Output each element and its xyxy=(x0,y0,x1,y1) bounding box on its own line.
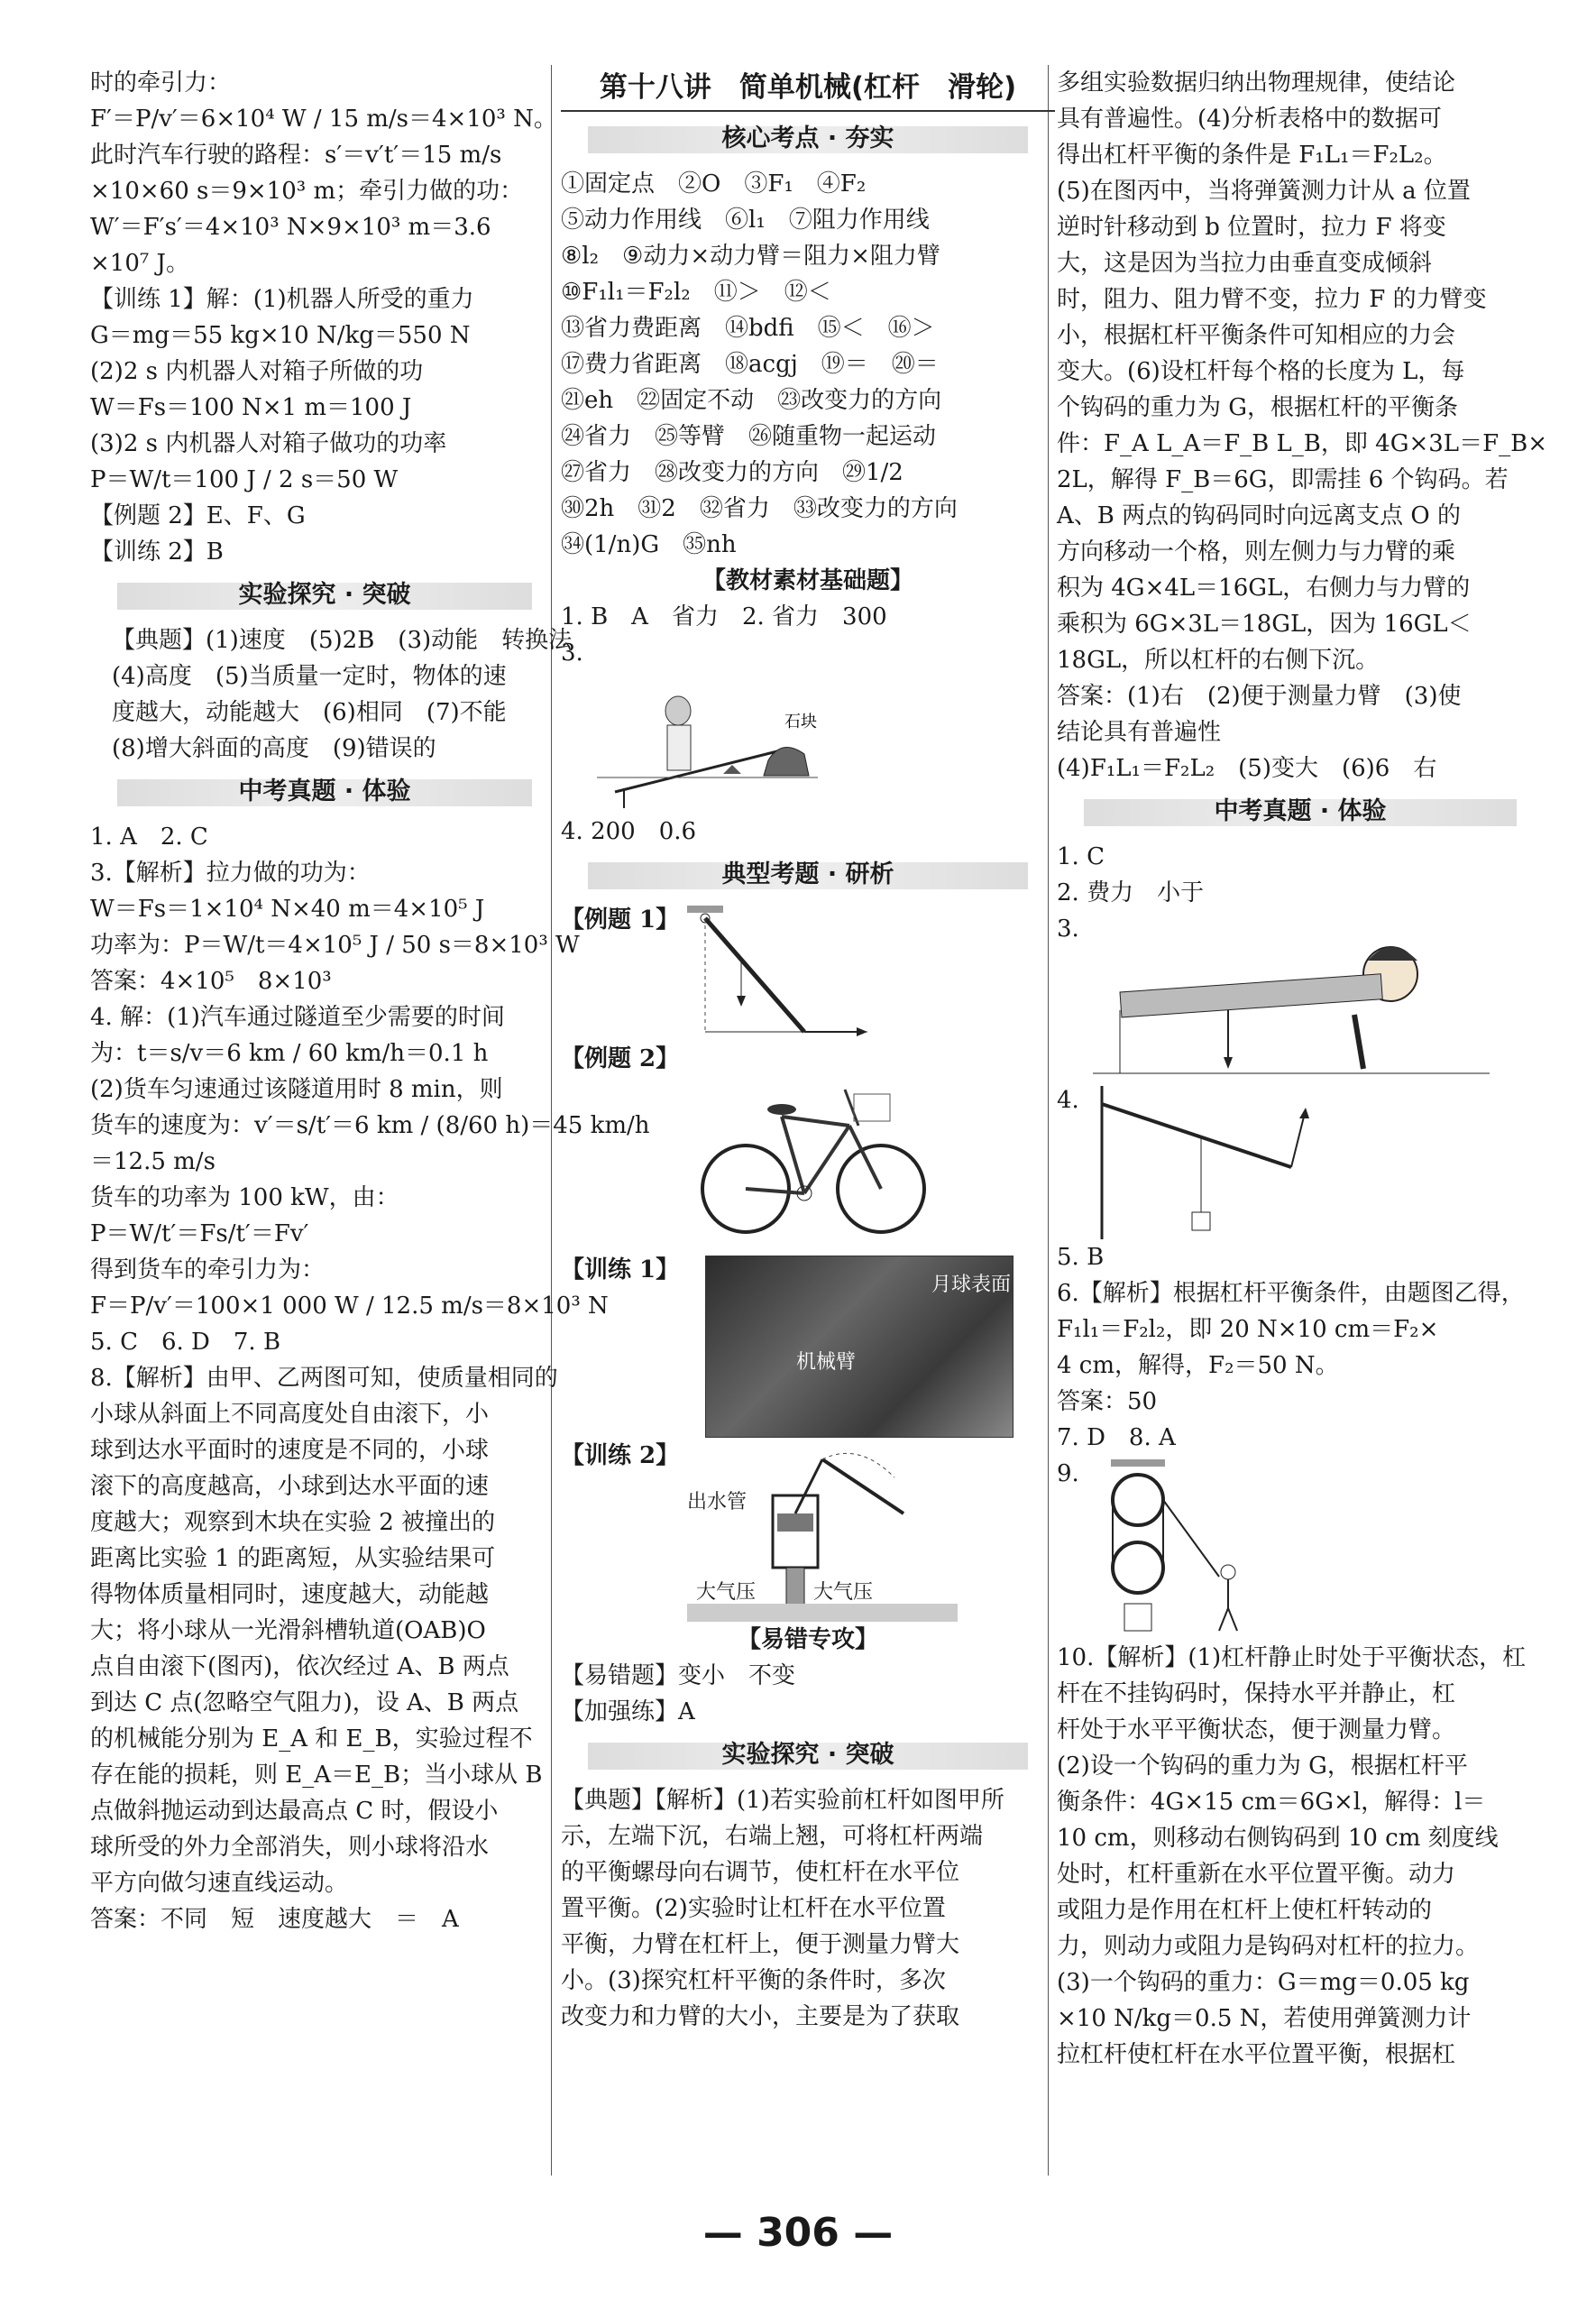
text-line: 10 cm，则移动右侧钩码到 10 cm 刻度线 xyxy=(1057,1825,1499,1852)
text-line: 到达 C 点(忽略空气阻力)，设 A、B 两点 xyxy=(90,1689,519,1716)
text-line: 【典题】(1)速度 (5)2B (3)动能 转换法 xyxy=(112,627,573,654)
text-line: 得物体质量相同时，速度越大，动能越 xyxy=(90,1581,490,1608)
text-line: 5. B xyxy=(1057,1244,1105,1271)
text-line: 8.【解析】由甲、乙两图可知，使质量相同的 xyxy=(90,1365,558,1392)
text-line: 的机械能分别为 E_A 和 E_B，实验过程不 xyxy=(90,1725,533,1753)
basic-line: 4. 200 0.6 xyxy=(561,818,697,845)
text-line: ㉗省力 ㉘改变力的方向 ㉙1/2 xyxy=(561,459,903,486)
figure-moon-photo xyxy=(705,1256,1014,1438)
text-line: 度越大，动能越大 (6)相同 (7)不能 xyxy=(112,699,507,726)
text-line: 答案：(1)右 (2)便于测量力臂 (3)使 xyxy=(1057,683,1462,710)
error-line: 【加强练】A xyxy=(561,1698,695,1725)
text-line: 球所受的外力全部消失，则小球将沿水 xyxy=(90,1834,490,1861)
text-line: 变大。(6)设杠杆每个格的长度为 L，每 xyxy=(1057,358,1465,385)
text-line: 平方向做匀速直线运动。 xyxy=(90,1870,349,1897)
text-line: P＝W/t＝100 J / 2 s＝50 W xyxy=(90,466,399,493)
atm-left-label: 大气压 xyxy=(696,1581,757,1604)
text-line: 具有普遍性。(4)分析表格中的数据可 xyxy=(1057,106,1442,133)
basic-line: 3. xyxy=(561,639,583,667)
figure-pump xyxy=(687,1441,1055,1622)
text-line: (2)设一个钩码的重力为 G，根据杠杆平 xyxy=(1057,1753,1468,1780)
exam-answers xyxy=(1057,839,1544,947)
text-line: G＝mg＝55 kg×10 N/kg＝550 N xyxy=(90,322,471,349)
text-line: 货车的速度为：v′＝s/t′＝6 km / (8/60 h)＝45 km/h xyxy=(90,1112,650,1139)
text-line: 9. xyxy=(1057,1460,1079,1487)
text-line: 大；将小球从一光滑斜槽轨道(OAB)O xyxy=(90,1617,486,1644)
text-line: W＝Fs＝100 N×1 m＝100 J xyxy=(90,394,412,421)
text-line: 6.【解析】根据杠杆平衡条件，由题图乙得， xyxy=(1057,1280,1525,1307)
text-line: 示，左端下沉，右端上翘，可将杠杆两端 xyxy=(561,1823,984,1850)
experiment-answers xyxy=(561,1782,1055,2035)
section-header-typical: 典型考题 · 研析 xyxy=(561,857,1055,893)
pipe-label: 出水管 xyxy=(687,1491,748,1513)
text-line: 杆处于水平平衡状态，便于测量力臂。 xyxy=(1057,1716,1456,1743)
text-line: 此时汽车行驶的路程：s′＝v′t′＝15 m/s xyxy=(90,142,502,169)
text-line: ㉑eh ㉒固定不动 ㉓改变力的方向 xyxy=(561,387,942,414)
text-line: 时的牵引力： xyxy=(90,69,232,97)
text-line: 多组实验数据归纳出物理规律，使结论 xyxy=(1057,69,1456,97)
text-line: 【例题 2】E、F、G xyxy=(90,502,306,529)
text-line: 小球从斜面上不同高度处自由滚下，小 xyxy=(90,1401,490,1428)
text-line: ㉚2h ㉛2 ㉜省力 ㉝改变力的方向 xyxy=(561,495,958,522)
figure-bicycle xyxy=(696,1044,1055,1252)
text-line: 18GL，所以杠杆的右侧下沉。 xyxy=(1057,647,1380,674)
figure-pushup xyxy=(1093,938,1544,1082)
left-text-block xyxy=(90,65,559,570)
text-line: 积为 4G×4L＝16GL，右侧力与力臂的 xyxy=(1057,575,1471,602)
text-line: 距离比实验 1 的距离短，从实验结果可 xyxy=(90,1545,496,1572)
experiment-answers xyxy=(90,622,573,767)
text-line: 答案：50 xyxy=(1057,1388,1158,1415)
figure-lever-stone xyxy=(597,675,1055,810)
text-line: ⑧l₂ ⑨动力×动力臂＝阻力×阻力臂 xyxy=(561,243,940,270)
text-line: ×10⁷ J。 xyxy=(90,250,189,277)
text-line: 点自由滚下(图丙)，依次经过 A、B 两点 xyxy=(90,1653,509,1680)
text-line: ⑩F₁l₁＝F₂l₂ ⑪＞ ⑫＜ xyxy=(561,279,831,306)
lecture-title: 第十八讲 简单机械(杠杆 滑轮) xyxy=(561,65,1055,112)
text-line: 置平衡。(2)实验时让杠杆在水平位置 xyxy=(561,1895,946,1922)
text-line: ㉞(1/n)G ㉟nh xyxy=(561,531,737,558)
section-header-experiment: 实验探究 · 突破 xyxy=(90,577,559,613)
text-line: (2)2 s 内机器人对箱子所做的功 xyxy=(90,358,424,385)
text-line: 逆时针移动到 b 位置时，拉力 F 将变 xyxy=(1057,214,1446,241)
text-line: (8)增大斜面的高度 (9)错误的 xyxy=(112,735,436,762)
text-line: 3.【解析】拉力做的功为： xyxy=(90,860,371,887)
text-line: 滚下的高度越高，小球到达水平面的速 xyxy=(90,1473,490,1500)
text-line: 力，则动力或阻力是钩码对杠杆的拉力。 xyxy=(1057,1933,1480,1960)
text-line: 杆在不挂钩码时，保持水平并静止，杠 xyxy=(1057,1680,1456,1707)
text-line: 2. 费力 小于 xyxy=(1057,879,1205,906)
example-1-label: 【例题 1】 xyxy=(561,906,680,934)
text-line: 得出杠杆平衡的条件是 F₁L₁＝F₂L₂。 xyxy=(1057,142,1447,169)
text-line: 2L，解得 F_B＝6G，即需挂 6 个钩码。若 xyxy=(1057,466,1509,493)
text-line: ⑤动力作用线 ⑥l₁ ⑦阻力作用线 xyxy=(561,207,930,234)
text-line: 10.【解析】(1)杠杆静止时处于平衡状态，杠 xyxy=(1057,1644,1527,1671)
text-line: (3)2 s 内机器人对箱子做功的功率 xyxy=(90,430,447,457)
text-line: 球到达水平面时的速度是不同的，小球 xyxy=(90,1437,490,1464)
text-line: 得到货车的牵引力为： xyxy=(90,1256,326,1283)
text-line: ×10 N/kg＝0.5 N，若使用弹簧测力计 xyxy=(1057,2005,1472,2032)
atm-right-label: 大气压 xyxy=(813,1581,874,1604)
stone-label: 石块 xyxy=(784,713,817,731)
text-line: 功率为：P＝W/t＝4×10⁵ J / 50 s＝8×10³ W xyxy=(90,932,580,959)
text-line: 或阻力是作用在杠杆上使杠杆转动的 xyxy=(1057,1897,1433,1924)
core-points xyxy=(561,166,1055,563)
arm-label: 机械臂 xyxy=(796,1351,857,1374)
text-line: 1. A 2. C xyxy=(90,823,208,851)
sub-header-error: 【易错专攻】 xyxy=(737,1626,878,1653)
text-line: 4. xyxy=(1057,1087,1079,1114)
text-line: ＝12.5 m/s xyxy=(90,1148,216,1175)
text-line: 【训练 2】B xyxy=(90,538,224,566)
text-line: P＝W/t′＝Fs/t′＝Fv′ xyxy=(90,1220,309,1247)
text-line: 结论具有普遍性 xyxy=(1057,719,1222,746)
text-line: 为：t＝s/v＝6 km / 60 km/h＝0.1 h xyxy=(90,1040,489,1067)
text-line: 度越大；观察到木块在实验 2 被撞出的 xyxy=(90,1509,496,1536)
section-header-exam: 中考真题 · 体验 xyxy=(1057,794,1544,830)
training-2-label: 【训练 2】 xyxy=(561,1442,680,1469)
text-line: (4)F₁L₁＝F₂L₂ (5)变大 (6)6 右 xyxy=(1057,755,1437,782)
text-line: 件：F_A L_A＝F_B L_B，即 4G×3L＝F_B× xyxy=(1057,430,1548,457)
text-line: ×10×60 s＝9×10³ m；牵引力做的功： xyxy=(90,178,524,205)
text-line: W＝Fs＝1×10⁴ N×40 m＝4×10⁵ J xyxy=(90,896,485,923)
page-number: — 306 — xyxy=(702,2210,894,2256)
text-line: 小。(3)探究杠杆平衡的条件时，多次 xyxy=(561,1967,946,1994)
text-line: 改变力和力臂的大小，主要是为了获取 xyxy=(561,2003,960,2030)
text-line: F₁l₁＝F₂l₂，即 20 N×10 cm＝F₂× xyxy=(1057,1316,1439,1343)
exam-answers xyxy=(1057,1640,1544,2073)
error-line: 【易错题】变小 不变 xyxy=(561,1662,796,1689)
text-line: 4. 解：(1)汽车通过隧道至少需要的时间 xyxy=(90,1004,505,1031)
text-line: 拉杠杆使杠杆在水平位置平衡，根据杠 xyxy=(1057,2041,1456,2068)
middle-column xyxy=(561,65,1055,2035)
text-line: 答案：4×10⁵ 8×10³ xyxy=(90,968,332,995)
text-line: 3. xyxy=(1057,915,1079,943)
text-line: A、B 两点的钩码同时向远离支点 O 的 xyxy=(1057,502,1461,529)
right-text-block xyxy=(1057,65,1548,787)
section-header-core: 核心考点 · 夯实 xyxy=(561,121,1055,157)
text-line: 时，阻力、阻力臂不变，拉力 F 的力臂变 xyxy=(1057,286,1487,313)
text-line: 4 cm，解得，F₂＝50 N。 xyxy=(1057,1352,1339,1379)
text-line: 乘积为 6G×3L＝18GL，因为 16GL＜ xyxy=(1057,611,1472,638)
figure-pulley xyxy=(1093,1459,1544,1640)
text-line: (2)货车匀速通过该隧道用时 8 min，则 xyxy=(90,1076,503,1103)
example-2-label: 【例题 2】 xyxy=(561,1045,680,1072)
text-line: 个钩码的重力为 G，根据杠杆的平衡条 xyxy=(1057,394,1459,421)
text-line: 【训练 1】解：(1)机器人所受的重力 xyxy=(90,286,474,313)
text-line: 方向移动一个格，则左侧力与力臂的乘 xyxy=(1057,538,1456,566)
right-column xyxy=(1057,65,1548,2073)
text-line: 的平衡螺母向右调节，使杠杆在水平位 xyxy=(561,1859,960,1886)
figure-example-1 xyxy=(669,906,1055,1041)
text-line: F＝P/v′＝100×1 000 W / 12.5 m/s＝8×10³ N xyxy=(90,1293,609,1320)
text-line: (4)高度 (5)当质量一定时，物体的速 xyxy=(112,663,507,690)
text-line: 衡条件：4G×15 cm＝6G×l，解得：l＝ xyxy=(1057,1789,1486,1816)
sub-header-basic: 【教材素材基础题】 xyxy=(702,567,913,594)
text-line: 点做斜抛运动到达最高点 C 时，假设小 xyxy=(90,1798,499,1825)
basic-line: 1. B A 省力 2. 省力 300 xyxy=(561,603,887,630)
text-line: 小，根据杠杆平衡条件可知相应的力会 xyxy=(1057,322,1456,349)
section-header-experiment: 实验探究 · 突破 xyxy=(561,1737,1055,1773)
text-line: ㉔省力 ㉕等臂 ㉖随重物一起运动 xyxy=(561,423,937,450)
text-line: 存在能的损耗，则 E_A＝E_B；当小球从 B xyxy=(90,1762,543,1789)
text-line: 答案：不同 短 速度越大 ＝ A xyxy=(90,1906,459,1933)
text-line: 【典题】【解析】(1)若实验前杠杆如图甲所 xyxy=(561,1787,1004,1814)
exam-answers xyxy=(1057,1239,1544,1492)
section-header-exam: 中考真题 · 体验 xyxy=(90,774,559,810)
training-1-label: 【训练 1】 xyxy=(561,1256,680,1283)
text-line: F′＝P/v′＝6×10⁴ W / 15 m/s＝4×10³ N。 xyxy=(90,106,557,133)
text-line: 5. C 6. D 7. B xyxy=(90,1329,281,1356)
text-line: ①固定点 ②O ③F₁ ④F₂ xyxy=(561,170,867,198)
text-line: ⑬省力费距离 ⑭bdfi ⑮＜ ⑯＞ xyxy=(561,315,935,342)
text-line: 处时，杠杆重新在水平位置平衡。动力 xyxy=(1057,1861,1456,1888)
text-line: 大，这是因为当拉力由垂直变成倾斜 xyxy=(1057,250,1433,277)
text-line: 1. C xyxy=(1057,843,1105,870)
text-line: 平衡，力臂在杠杆上，便于测量力臂大 xyxy=(561,1931,960,1958)
text-line: W′＝F′s′＝4×10³ N×9×10³ m＝3.6 xyxy=(90,214,491,241)
moon-label: 月球表面 xyxy=(931,1274,1012,1296)
text-line: (5)在图丙中，当将弹簧测力计从 a 位置 xyxy=(1057,178,1471,205)
figure-wall-lever xyxy=(1093,1086,1544,1239)
text-line: 货车的功率为 100 kW，由： xyxy=(90,1184,399,1211)
text-line: 7. D 8. A xyxy=(1057,1424,1176,1451)
text-line: ⑰费力省距离 ⑱acgj ⑲＝ ⑳＝ xyxy=(561,351,939,378)
text-line: (3)一个钩码的重力：G＝mg＝0.05 kg xyxy=(1057,1969,1470,1996)
